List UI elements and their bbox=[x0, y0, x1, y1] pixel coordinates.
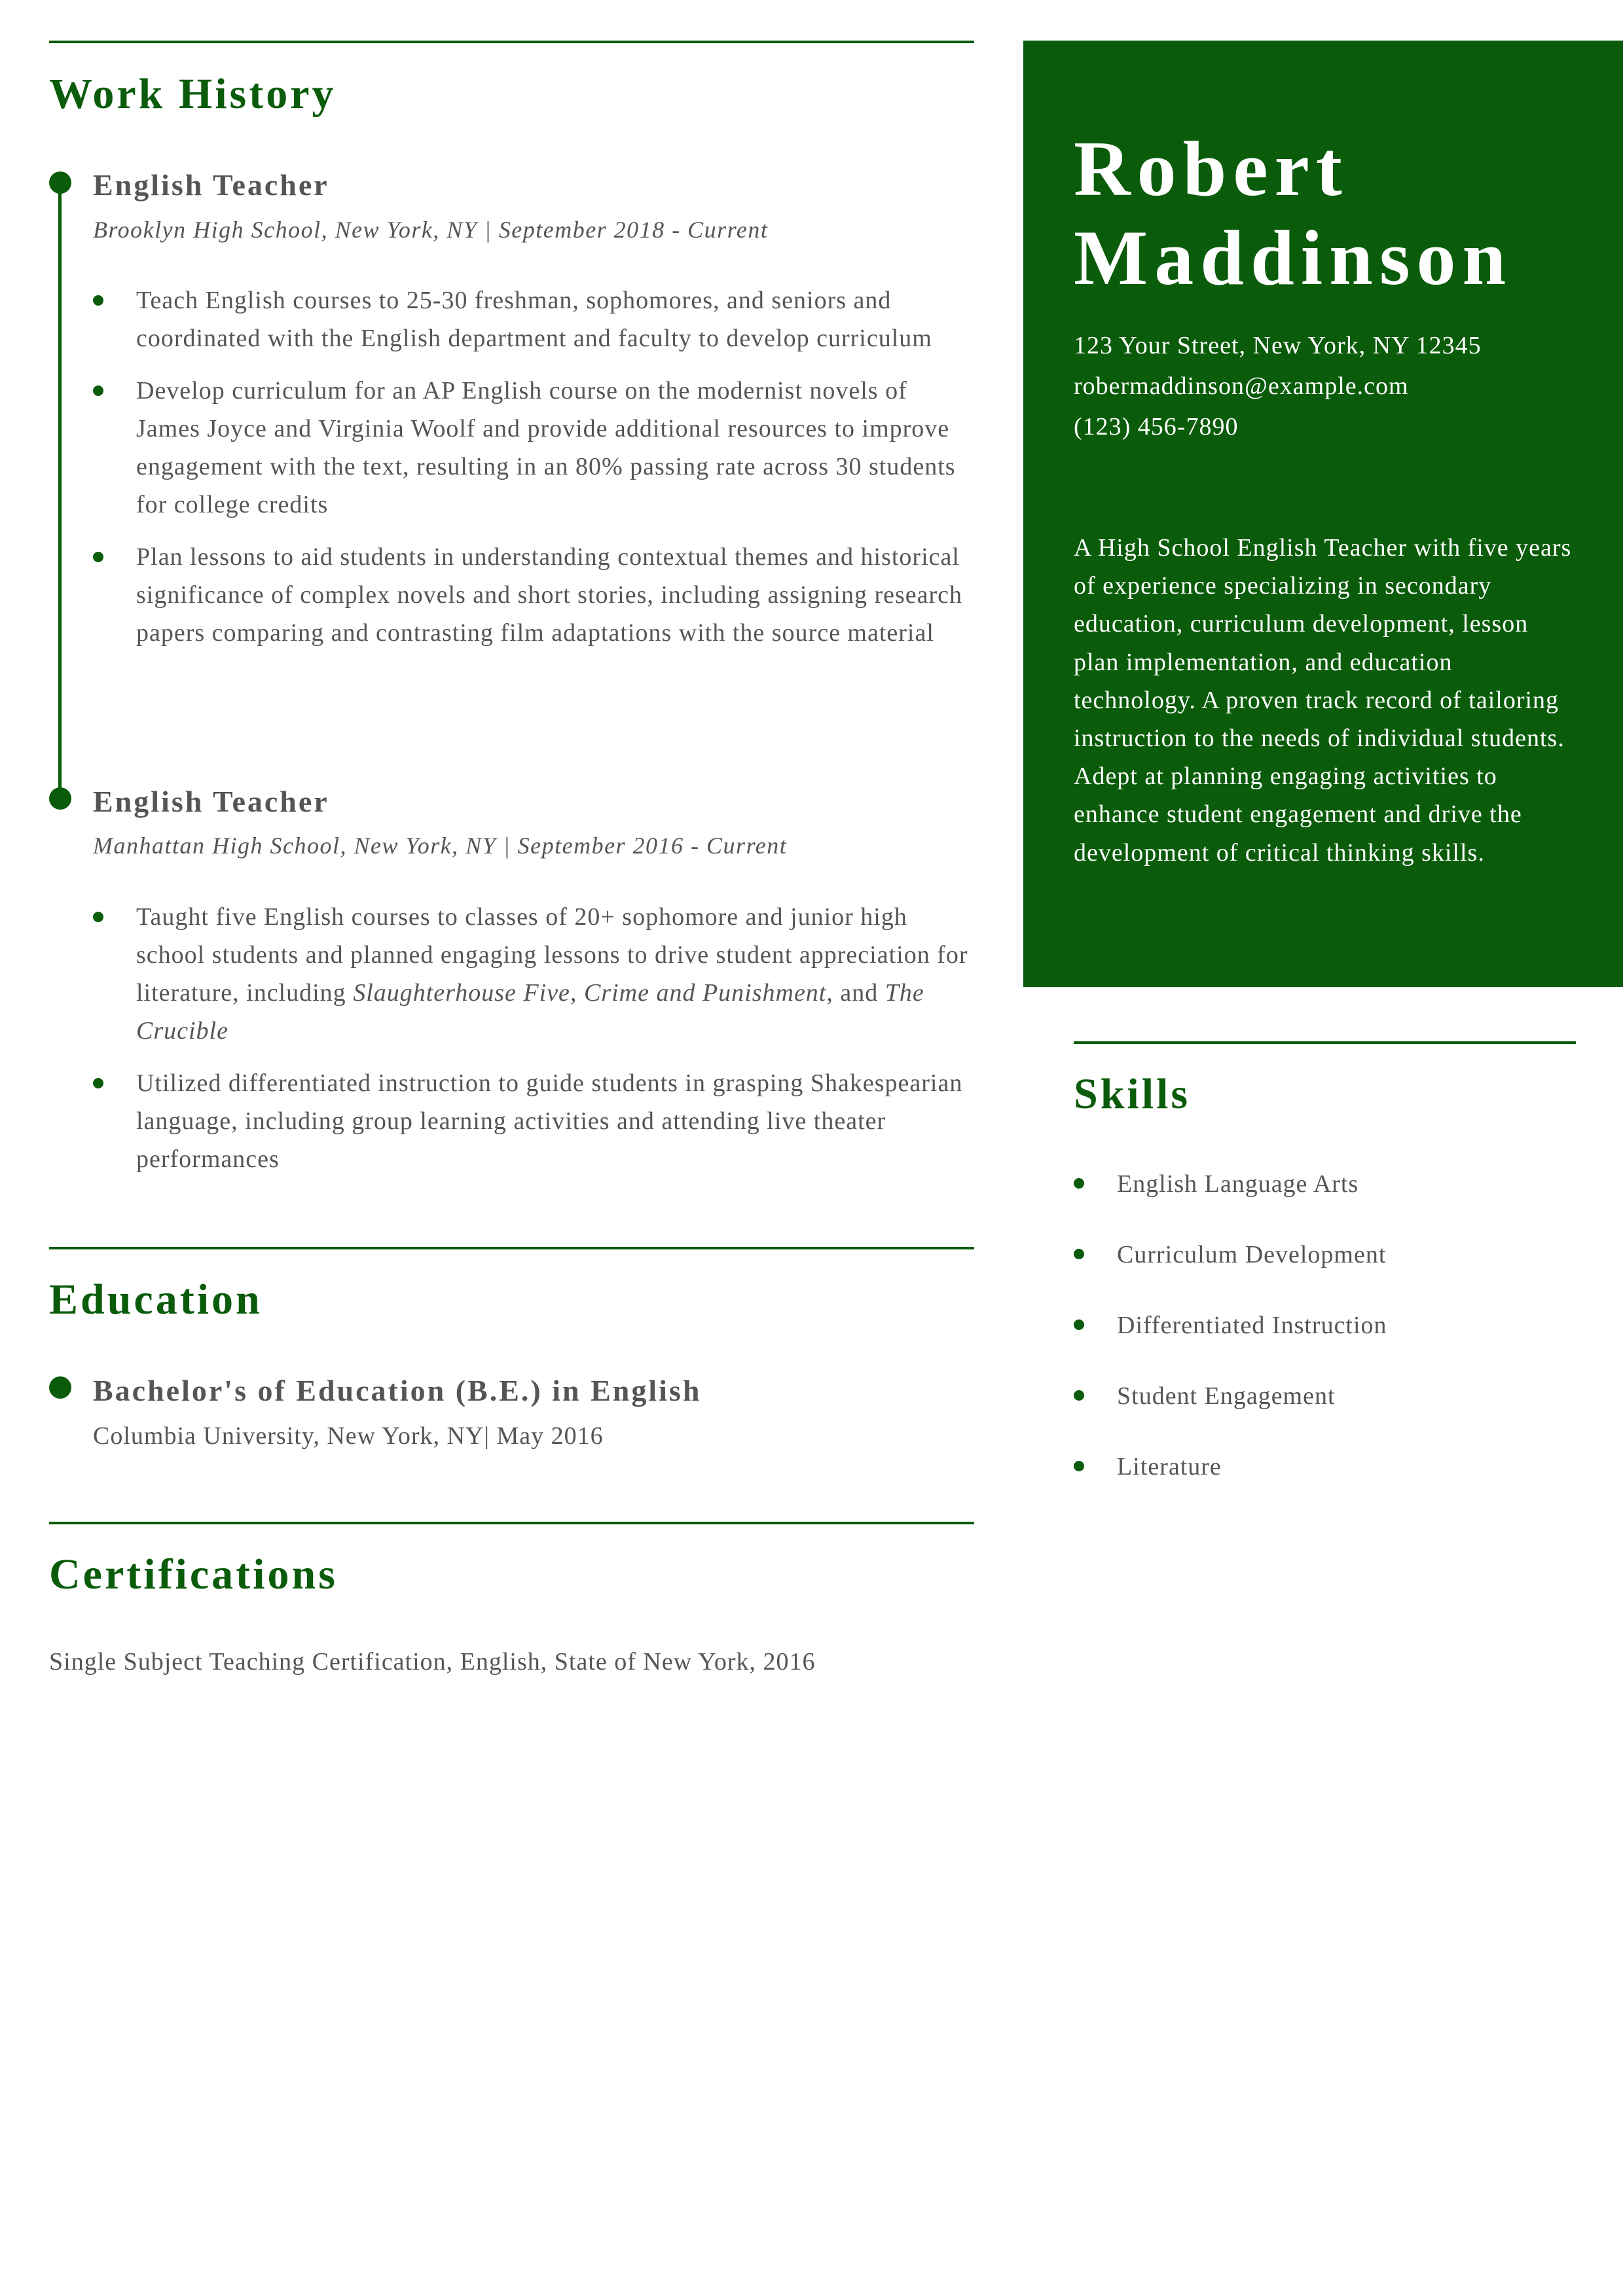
bullet-dot bbox=[1074, 1390, 1084, 1401]
job-1-bullets bbox=[93, 281, 970, 666]
professional-summary: A High School English Teacher with five years of experience specializing in secondary education, curriculum development, lesson plan implementation, and education technology. A proven track record of tailoring instruction to the needs of individual students. Adept at planning engaging activities to enhance student engagement and drive the development of critical thinking skills. bbox=[1074, 534, 1572, 867]
timeline-line bbox=[58, 183, 62, 798]
skill-item bbox=[1074, 1380, 1571, 1450]
skill-item bbox=[1074, 1450, 1571, 1521]
work-title-crime: Crime and Punishment bbox=[583, 979, 827, 1007]
skill-label: Literature bbox=[1117, 1453, 1222, 1480]
job-1-bullet-3 bbox=[93, 538, 970, 652]
bullet-dot bbox=[1074, 1461, 1084, 1471]
address: 123 Your Street, New York, NY 12345 bbox=[1074, 332, 1482, 359]
skill-label: English Language Arts bbox=[1117, 1170, 1359, 1198]
education-title: Education bbox=[49, 1276, 263, 1323]
certifications-title: Certifications bbox=[49, 1551, 338, 1598]
bullet-dot bbox=[93, 386, 103, 396]
certifications-rule bbox=[49, 1522, 974, 1524]
job-1-title: English Teacher bbox=[93, 168, 329, 202]
skill-item bbox=[1074, 1168, 1571, 1238]
email[interactable]: robermaddinson@example.com bbox=[1074, 372, 1409, 400]
candidate-name bbox=[1074, 124, 1512, 302]
skill-item bbox=[1074, 1309, 1571, 1380]
job-1-bullet-3-text: Plan lessons to aid students in understanding contextual themes and historical significance of complex novels and short stories, including assigning research papers comparing and contrasting film adaptations with the source material bbox=[136, 543, 963, 647]
job-2-bullet-1 bbox=[93, 898, 970, 1050]
certification-item: Single Subject Teaching Certification, English, State of New York, 2016 bbox=[49, 1648, 816, 1676]
job-2-dot bbox=[49, 787, 71, 810]
skills-title: Skills bbox=[1074, 1070, 1191, 1118]
job-2-bullet-2 bbox=[93, 1064, 970, 1178]
job-2-bullet-1-sep-2: , and bbox=[826, 979, 885, 1007]
job-2-meta: Manhattan High School, New York, NY | September 2016 - Current bbox=[93, 833, 788, 859]
last-name: Maddinson bbox=[1074, 214, 1513, 301]
job-1-bullet-2-text: Develop curriculum for an AP English course on the modernist novels of James Joyce and Virginia Woolf and provide additional resources to improve engagement with the text, resulting in an 80% passing rate across 30 students for college credits bbox=[136, 377, 956, 518]
skill-label: Differentiated Instruction bbox=[1117, 1312, 1387, 1339]
job-1-bullet-1 bbox=[93, 281, 970, 357]
skill-label: Student Engagement bbox=[1117, 1382, 1336, 1410]
job-2-bullet-1-sep-1: , bbox=[570, 979, 584, 1007]
education-dot bbox=[49, 1376, 71, 1399]
job-2-bullet-2-text: Utilized differentiated instruction to guide students in grasping Shakespearian language, including group learning activities and attending live theater performances bbox=[136, 1069, 963, 1173]
education-degree: Bachelor's of Education (B.E.) in English bbox=[93, 1374, 702, 1407]
skill-label: Curriculum Development bbox=[1117, 1241, 1387, 1268]
bullet-dot bbox=[93, 552, 103, 562]
bullet-dot bbox=[1074, 1319, 1084, 1330]
job-2-bullet-1-text-a: Taught five English courses to classes of 20+ sophomore and junior high school students and planned engaging lessons to drive student appreciation for literature, including bbox=[136, 903, 968, 1007]
work-history-title: Work History bbox=[49, 70, 337, 118]
work-title-slaughterhouse: Slaughterhouse Five bbox=[353, 979, 570, 1007]
bullet-dot bbox=[93, 1078, 103, 1088]
job-1-bullet-1-text: Teach English courses to 25-30 freshman, sophomores, and seniors and coordinated with the English department and faculty to develop curriculum bbox=[136, 287, 932, 352]
job-1-bullet-2 bbox=[93, 372, 970, 524]
skills-rule bbox=[1074, 1041, 1576, 1044]
work-title-crucible: The Crucible bbox=[136, 979, 924, 1045]
job-1-meta: Brooklyn High School, New York, NY | September 2018 - Current bbox=[93, 217, 769, 243]
work-history-rule bbox=[49, 41, 974, 43]
education-school: Columbia University, New York, NY| May 2016 bbox=[93, 1422, 604, 1450]
bullet-dot bbox=[93, 295, 103, 306]
job-2-title: English Teacher bbox=[93, 785, 329, 818]
skills-list bbox=[1074, 1168, 1571, 1521]
job-2-bullets bbox=[93, 898, 970, 1193]
bullet-dot bbox=[1074, 1178, 1084, 1189]
bullet-dot bbox=[1074, 1249, 1084, 1259]
job-1-dot bbox=[49, 171, 71, 194]
contact-info bbox=[1074, 325, 1482, 447]
phone: (123) 456-7890 bbox=[1074, 413, 1239, 440]
first-name: Robert bbox=[1074, 125, 1349, 212]
skill-item bbox=[1074, 1238, 1571, 1309]
bullet-dot bbox=[93, 912, 103, 922]
education-rule bbox=[49, 1247, 974, 1249]
